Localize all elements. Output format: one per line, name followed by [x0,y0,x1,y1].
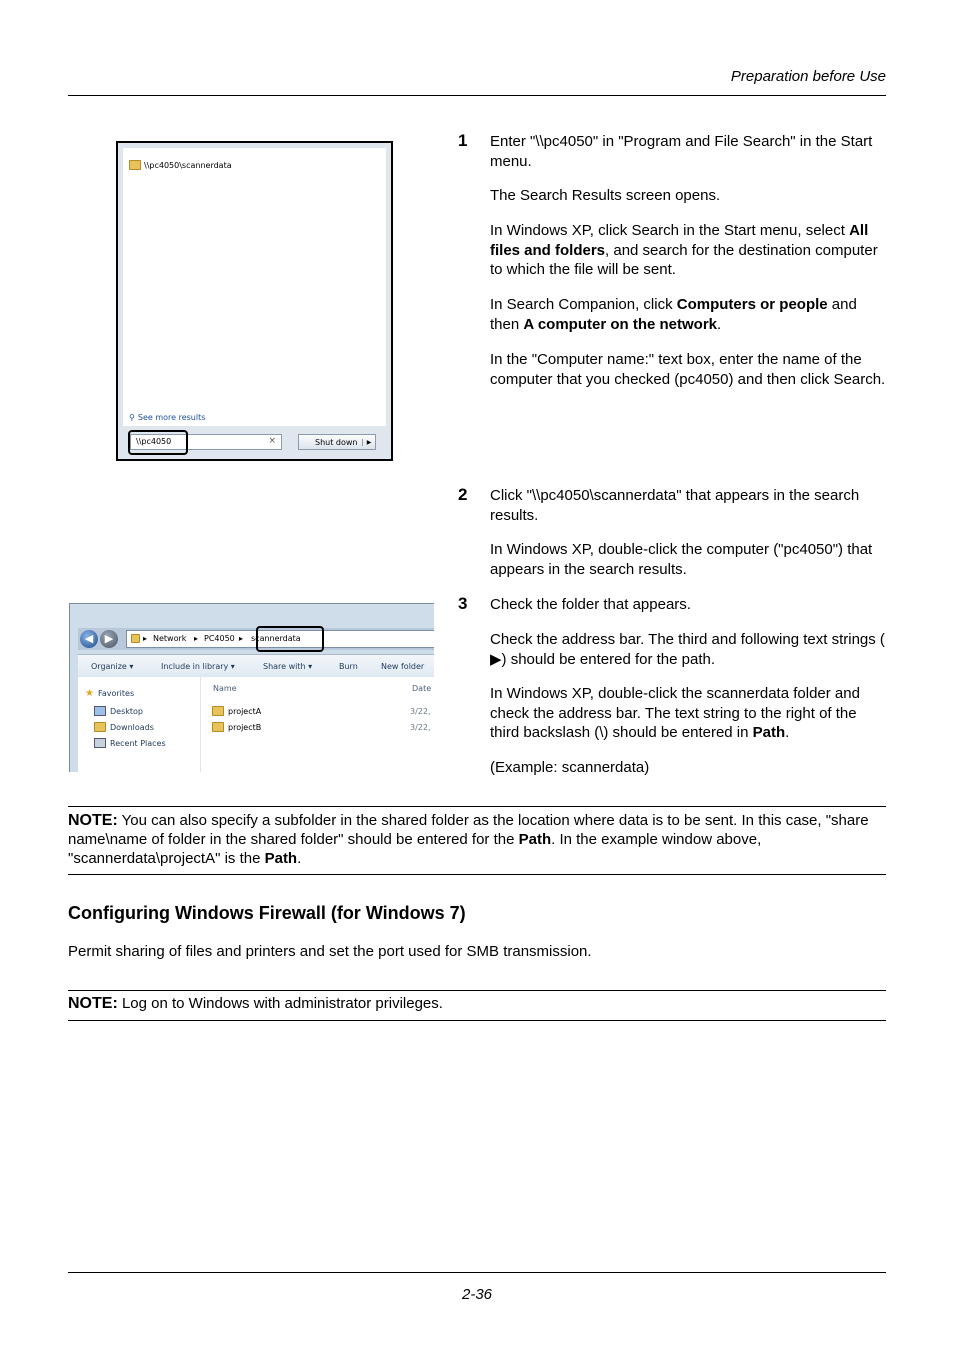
burn-button[interactable]: Burn [339,662,358,671]
file-list-pane [201,677,434,772]
new-folder-button[interactable]: New folder [381,662,425,671]
file-date: 3/22, [410,723,431,732]
include-in-library-button[interactable]: Include in library ▾ [161,662,235,671]
note-rule-top [68,990,886,991]
downloads-icon [94,722,106,732]
shutdown-arrow-icon[interactable]: ▶ [362,439,375,446]
step-paragraph: In the "Computer name:" text box, enter the name of the computer that you checked (pc4050) and then click Search. [490,351,886,388]
step-number: 1 [458,131,468,150]
step-paragraph: Enter "\\pc4050" in "Program and File Search" in the Start menu. [490,133,873,170]
breadcrumb-separator: ▸ [239,634,244,643]
footer-rule [68,1272,886,1273]
step-paragraph: In Search Companion, click Computers or people and then A computer on the network. [490,296,857,333]
file-row[interactable]: projectA [212,706,261,716]
triangle-icon: ▶ [490,650,502,668]
page-number: 2-36 [461,1286,493,1303]
back-icon[interactable]: ◀ [80,630,98,648]
column-header-name[interactable]: Name [213,684,237,693]
magnifier-icon: ⚲ [129,413,135,422]
see-more-results-link[interactable] [129,413,205,422]
nav-item-downloads[interactable]: Downloads [94,722,154,732]
step-paragraph: In Windows XP, double-click the computer ("pc4050") that appears in the search results. [490,541,873,578]
step-paragraph: Check the folder that appears. [490,596,691,613]
see-more-label: See more results [137,413,206,422]
folder-icon [129,160,141,170]
desktop-icon [94,706,106,716]
note-rule-bottom [68,874,886,875]
search-result-item[interactable] [129,160,232,170]
shutdown-label: Shut down [315,437,358,447]
address-highlight-box [256,626,324,652]
navigation-pane [78,677,201,772]
nav-item-desktop[interactable]: Desktop [94,706,143,716]
explorer-screenshot [69,603,434,772]
search-highlight-box [128,430,188,455]
star-icon: ★ [85,688,94,699]
step-number: 2 [458,485,468,504]
search-results-pane [123,148,386,426]
note-block: NOTE: Log on to Windows with administrator privileges. [68,995,443,1012]
step-paragraph: In Windows XP, click Search in the Start menu, select All files and folders, and search for the destination computer to which the file will be sent. [490,222,878,278]
breadcrumb-network[interactable]: Network [153,634,187,643]
section-body: Permit sharing of files and printers and set the port used for SMB transmission. [68,943,592,960]
search-input-value: \\pc4050 [136,437,172,446]
start-menu-screenshot [116,141,393,461]
step-number: 3 [458,594,468,613]
column-header-date[interactable]: Date [412,684,432,693]
step-paragraph: In Windows XP, double-click the scannerdata folder and check the address bar. The text string to the right of the third backslash (\) should be entered in Path. [490,685,860,741]
note-block: NOTE: You can also specify a subfolder in the shared folder as the location where data is to be sent. In this case, "share name\name of folder in the shared folder" should be entered for the Path. In the example window above, "scannerdata\projectA" is the Path. [68,812,869,867]
search-result-label: \\pc4050\scannerdata [144,160,232,170]
address-folder-icon [131,634,140,645]
forward-icon[interactable]: ▶ [100,630,118,648]
breadcrumb-separator: ▸ [143,634,148,643]
breadcrumb-separator: ▸ [194,634,199,643]
file-date: 3/22, [410,707,431,716]
share-with-button[interactable]: Share with ▾ [263,662,313,671]
folder-icon [212,722,224,732]
note-rule-bottom [68,1020,886,1021]
command-toolbar [78,654,434,677]
nav-item-favorites[interactable]: ★ Favorites [85,688,135,699]
organize-button[interactable]: Organize ▾ [91,662,134,671]
nav-item-recent-places[interactable]: Recent Places [94,738,166,748]
breadcrumb-pc4050[interactable]: PC4050 [204,634,235,643]
header-rule [68,95,886,96]
section-heading: Configuring Windows Firewall (for Windows 7) [68,903,466,923]
clear-icon[interactable]: × [268,436,276,446]
recent-places-icon [94,738,106,748]
step-paragraph: Click "\\pc4050\scannerdata" that appears in the search results. [490,487,860,524]
step-paragraph: Check the address bar. The third and following text strings ( ▶) should be entered for the path. [490,631,885,668]
note-rule-top [68,806,886,807]
shutdown-button[interactable] [298,434,376,450]
folder-icon [212,706,224,716]
running-header: Preparation before Use [730,68,886,85]
step-paragraph: (Example: scannerdata) [490,759,650,776]
file-row[interactable]: projectB [212,722,261,732]
step-paragraph: The Search Results screen opens. [490,187,721,204]
breadcrumb-scannerdata[interactable]: scannerdata [251,634,301,643]
